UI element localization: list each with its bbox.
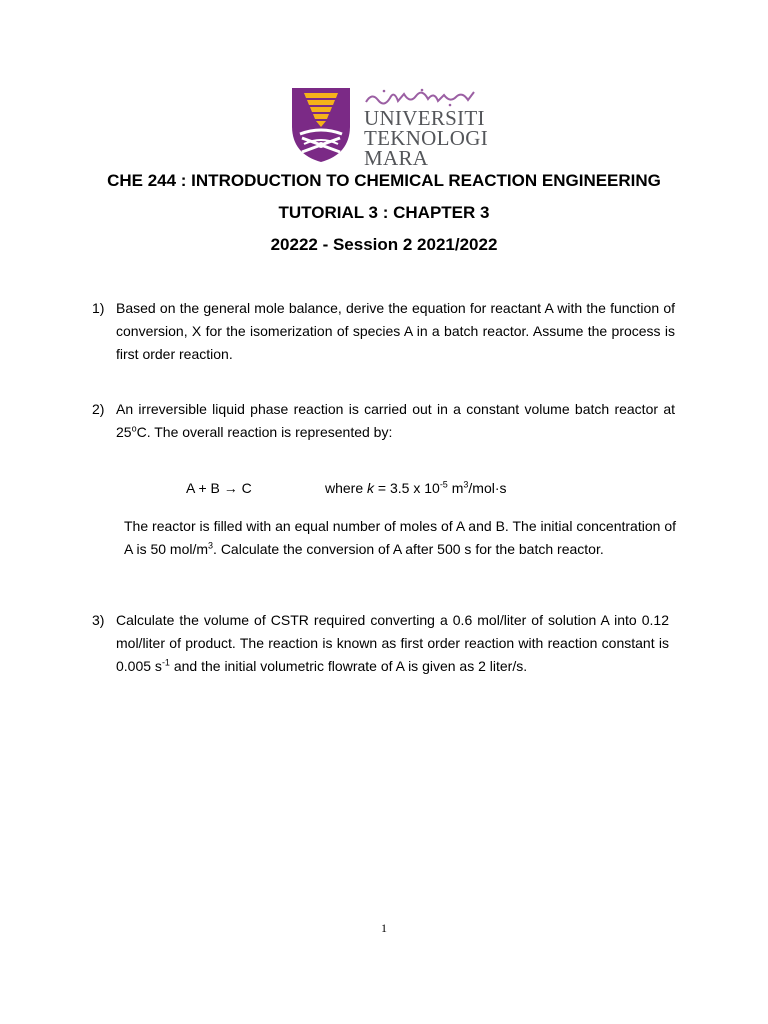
tutorial-title: TUTORIAL 3 : CHAPTER 3 bbox=[278, 203, 490, 222]
university-logo bbox=[290, 86, 489, 170]
question-1-text: Based on the general mole balance, derive the equation for reactant A with the function of conversion, X for the isomerization of species A in a batch reactor. Assume the process is first order reaction. bbox=[116, 300, 675, 362]
question-2-intro: An irreversible liquid phase reaction is carried out in a constant volume batch reactor at 25$^o$C. The overall reaction is represented by: bbox=[116, 401, 675, 440]
logo-line-3: MARA bbox=[364, 146, 429, 170]
uitm-crest-icon bbox=[290, 86, 352, 164]
question-3-number: 3) bbox=[92, 612, 105, 628]
question-1-number: 1) bbox=[92, 300, 105, 316]
rate-constant: where k = 3.5 x $10^{-5}$ $m^3/mol\cdot s$ bbox=[325, 479, 507, 496]
jawi-script-logo bbox=[364, 86, 476, 108]
question-3-text: Calculate the volume of CSTR required converting a 0.6 mol/liter of solution A into 0.12 mol/liter of product. The reaction is known as first order reaction with reaction constant is 0.005 $s^{-1}$ and the initial volumetric flowrate of A is given as 2 liter/s. bbox=[116, 612, 669, 674]
session-title: 20222 - Session 2 2021/2022 bbox=[270, 235, 498, 254]
reaction-equation: A + B → C bbox=[186, 480, 252, 496]
logo-line-1: UNIVERSITI bbox=[364, 106, 485, 130]
page-number: 1 bbox=[381, 921, 387, 935]
logo-line-2: TEKNOLOGI bbox=[364, 126, 489, 150]
course-title: CHE 244 : INTRODUCTION TO CHEMICAL REACTION ENGINEERING bbox=[107, 171, 661, 190]
question-2-number: 2) bbox=[92, 401, 105, 417]
question-2-body: The reactor is filled with an equal number of moles of A and B. The initial concentration of A is 50 mol/$m^3$. Calculate the conversion of A after 500 s for the batch reactor. bbox=[124, 518, 676, 557]
